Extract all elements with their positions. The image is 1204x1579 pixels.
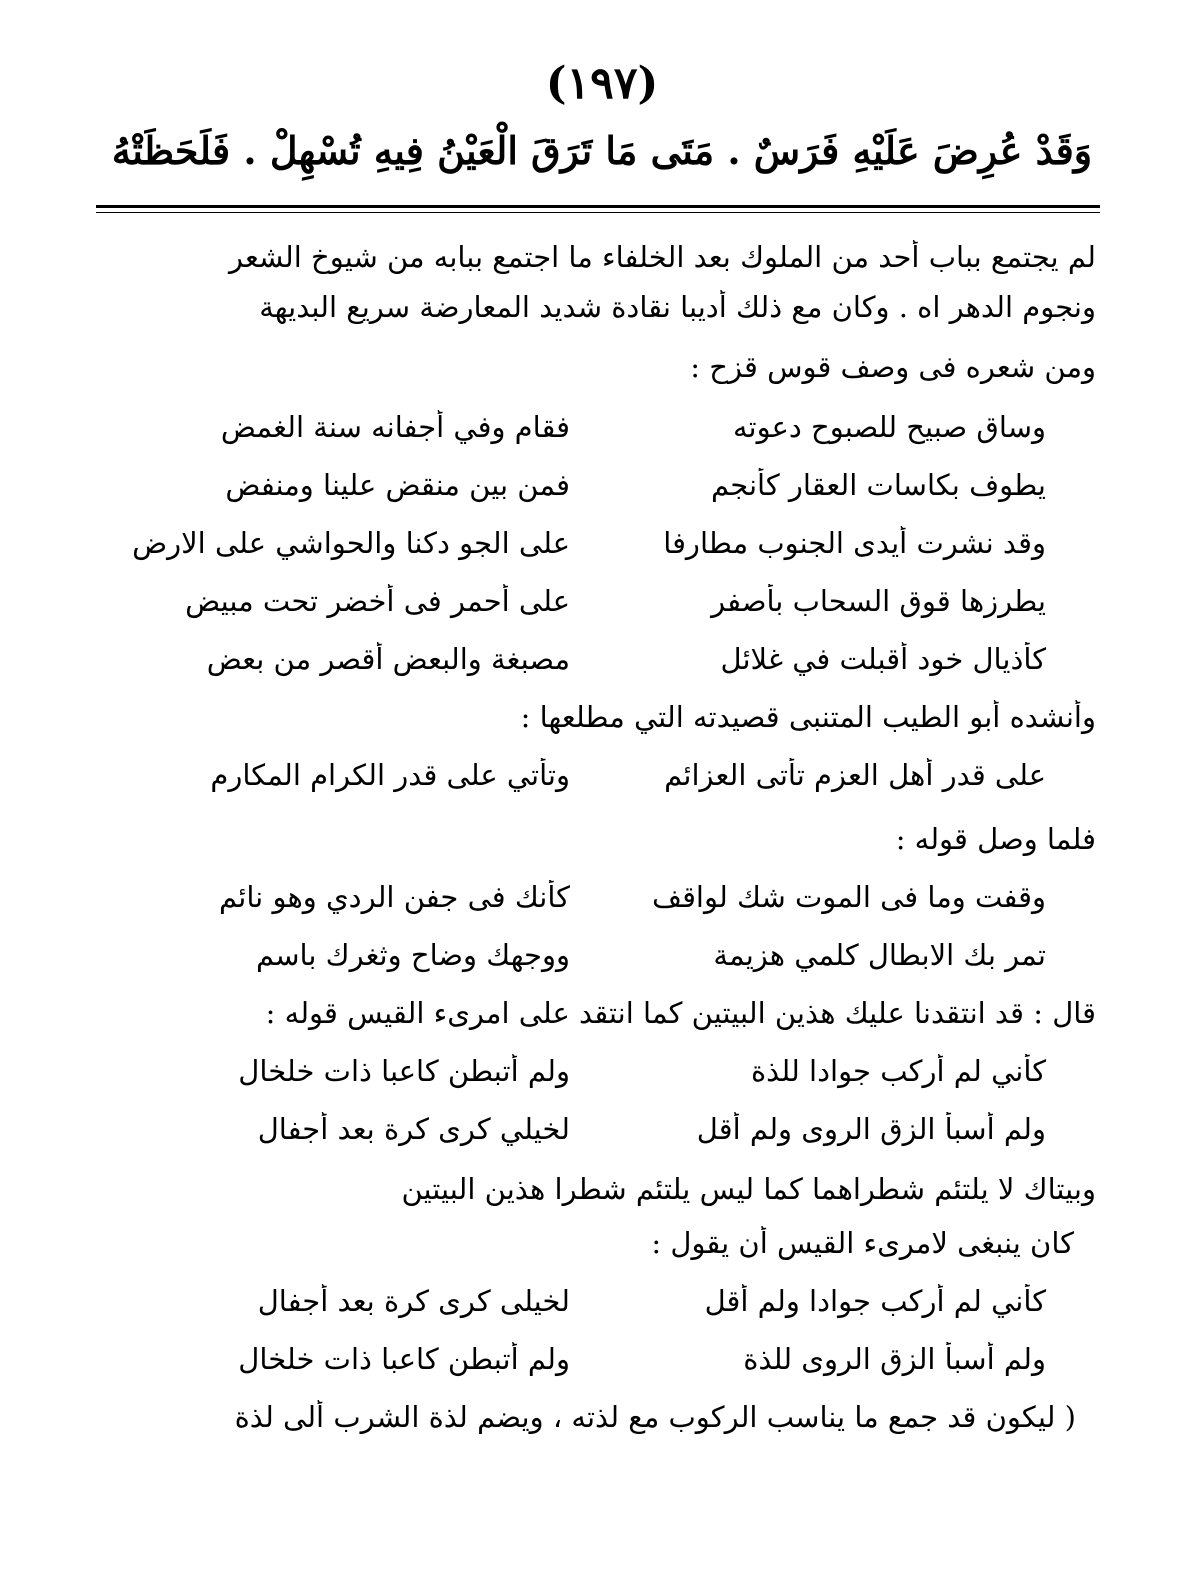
- verse-line: [96, 642, 1096, 690]
- verse-first-hemistich: كأذيال خود أقبلت في غلائل: [720, 642, 1046, 676]
- prose-line: كان ينبغى لامرىء القيس أن يقول :: [651, 1226, 1074, 1260]
- verse-first-hemistich: ولم أسبأ الزق الروى ولم أقل: [696, 1112, 1046, 1146]
- verse-line: [96, 584, 1096, 632]
- verse-line: [96, 758, 1096, 806]
- verse-second-hemistich: فقام وفي أجفانه سنة الغمض: [220, 410, 570, 444]
- closing-line: ( ليكون قد جمع ما يناسب الركوب مع لذته ، ويضم لذة الشرب ألى لذة: [234, 1400, 1076, 1434]
- verse-line: [96, 468, 1096, 516]
- verse-second-hemistich: على الجو دكنا والحواشي على الارض: [132, 526, 570, 560]
- verse-second-hemistich: على أحمر فى أخضر تحت مبيض: [185, 584, 570, 618]
- verse-line: [96, 1054, 1096, 1102]
- verse-second-hemistich: مصبغة والبعض أقصر من بعض: [206, 642, 570, 676]
- verse-line: [96, 526, 1096, 574]
- verse-second-hemistich: لخيلى كرى كرة بعد أجفال: [257, 1284, 570, 1318]
- verse-second-hemistich: وتأتي على قدر الكرام المكارم: [210, 758, 570, 792]
- verse-second-hemistich: كأنك فى جفن الردي وهو نائم: [218, 880, 570, 914]
- verse-line: [96, 1112, 1096, 1160]
- verse-line: [96, 880, 1096, 928]
- verse-first-hemistich: وساق صبيح للصبوح دعوته: [733, 410, 1046, 444]
- prose-line: قال : قد انتقدنا عليك هذين البيتين كما انتقد على امرىء القيس قوله :: [265, 996, 1096, 1030]
- verse-second-hemistich: ولم أتبطن كاعبا ذات خلخال: [238, 1054, 570, 1088]
- prose-line: وأنشده أبو الطيب المتنبى قصيدته التي مطلعها :: [520, 700, 1096, 734]
- verse-first-hemistich: ولم أسبأ الزق الروى للذة: [743, 1342, 1046, 1376]
- verse-first-hemistich: كأني لم أركب جوادا للذة: [750, 1054, 1046, 1088]
- prose-line: لم يجتمع بباب أحد من الملوك بعد الخلفاء ما اجتمع ببابه من شيوخ الشعر: [229, 240, 1096, 274]
- verse-line: [96, 410, 1096, 458]
- prose-line: وبيتاك لا يلتئم شطراهما كما ليس يلتئم شطرا هذين البيتين: [401, 1172, 1096, 1206]
- prose-line: ونجوم الدهر اه . وكان مع ذلك أديبا نقادة شديد المعارضة سريع البديهة: [259, 290, 1096, 324]
- page-number: (١٩٧): [545, 58, 659, 109]
- header-rule-thin: [96, 212, 1100, 213]
- verse-first-hemistich: وقد نشرت أيدى الجنوب مطارفا: [663, 526, 1046, 560]
- verse-first-hemistich: تمر بك الابطال كلمي هزيمة: [713, 938, 1046, 972]
- verse-first-hemistich: يطوف بكاسات العقار كأنجم: [710, 468, 1046, 502]
- header-rule: [96, 205, 1100, 208]
- verse-line: [96, 1284, 1096, 1332]
- prose-line: فلما وصل قوله :: [895, 822, 1096, 856]
- verse-first-hemistich: كأني لم أركب جوادا ولم أقل: [704, 1284, 1046, 1318]
- verse-second-hemistich: ووجهك وضاح وثغرك باسم: [255, 938, 570, 972]
- verse-line: [96, 938, 1096, 986]
- header-verse: وَقَدْ عُرِضَ عَلَيْهِ فَرَسٌ . مَتَى مَا تَرَقَ الْعَيْنُ فِيهِ تُسْهِلْ . فَلَحَظَتْهُ: [111, 128, 1093, 173]
- verse-second-hemistich: فمن بين منقض علينا ومنفض: [225, 468, 570, 502]
- verse-second-hemistich: لخيلي كرى كرة بعد أجفال: [257, 1112, 570, 1146]
- verse-first-hemistich: وقفت وما فى الموت شك لواقف: [652, 880, 1046, 914]
- verse-line: [96, 1342, 1096, 1390]
- verse-first-hemistich: على قدر أهل العزم تأتى العزائم: [664, 758, 1046, 792]
- prose-line: ومن شعره فى وصف قوس قزح :: [690, 350, 1096, 384]
- verse-first-hemistich: يطرزها قوق السحاب بأصفر: [711, 584, 1046, 618]
- verse-second-hemistich: ولم أتبطن كاعبا ذات خلخال: [238, 1342, 570, 1376]
